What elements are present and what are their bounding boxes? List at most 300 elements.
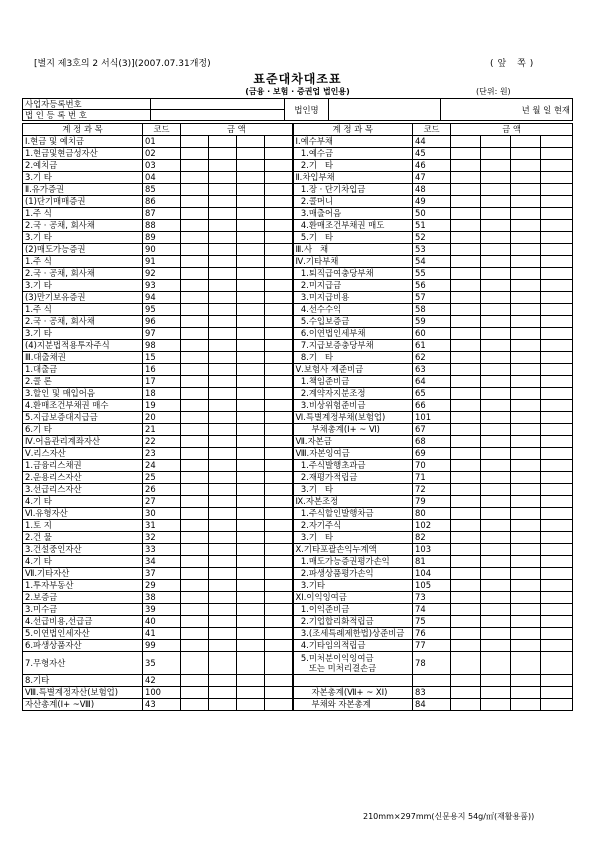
left-amount-field[interactable] xyxy=(209,268,237,280)
right-amount-field[interactable] xyxy=(511,376,541,388)
left-amount-field[interactable] xyxy=(237,424,265,436)
left-amount-field[interactable] xyxy=(181,448,209,460)
left-amount-field[interactable] xyxy=(265,172,293,184)
left-amount-field[interactable] xyxy=(209,136,237,148)
right-amount-field[interactable] xyxy=(481,472,511,484)
right-amount-field[interactable] xyxy=(511,184,541,196)
right-amount-field[interactable] xyxy=(541,328,573,340)
left-amount-field[interactable] xyxy=(237,292,265,304)
left-amount-field[interactable] xyxy=(265,484,293,496)
right-amount-field[interactable] xyxy=(451,328,481,340)
left-amount-field[interactable] xyxy=(237,172,265,184)
right-amount-field[interactable] xyxy=(481,652,511,675)
right-amount-field[interactable] xyxy=(481,580,511,592)
right-amount-field[interactable] xyxy=(451,280,481,292)
left-amount-field[interactable] xyxy=(181,544,209,556)
right-amount-field[interactable] xyxy=(481,592,511,604)
left-amount-field[interactable] xyxy=(181,268,209,280)
left-amount-field[interactable] xyxy=(265,568,293,580)
left-amount-field[interactable] xyxy=(265,160,293,172)
right-amount-field[interactable] xyxy=(541,556,573,568)
left-amount-field[interactable] xyxy=(237,568,265,580)
right-amount-field[interactable] xyxy=(541,640,573,652)
left-amount-field[interactable] xyxy=(209,616,237,628)
right-amount-field[interactable] xyxy=(451,544,481,556)
left-amount-field[interactable] xyxy=(181,136,209,148)
left-amount-field[interactable] xyxy=(209,196,237,208)
left-amount-field[interactable] xyxy=(181,568,209,580)
right-amount-field[interactable] xyxy=(511,604,541,616)
right-amount-field[interactable] xyxy=(511,256,541,268)
right-amount-field[interactable] xyxy=(511,544,541,556)
left-amount-field[interactable] xyxy=(209,340,237,352)
left-amount-field[interactable] xyxy=(181,460,209,472)
left-amount-field[interactable] xyxy=(265,652,293,675)
right-amount-field[interactable] xyxy=(481,544,511,556)
right-amount-field[interactable] xyxy=(451,448,481,460)
left-amount-field[interactable] xyxy=(209,424,237,436)
left-amount-field[interactable] xyxy=(181,388,209,400)
right-amount-field[interactable] xyxy=(541,544,573,556)
left-amount-field[interactable] xyxy=(209,460,237,472)
left-amount-field[interactable] xyxy=(209,520,237,532)
right-amount-field[interactable] xyxy=(481,232,511,244)
left-amount-field[interactable] xyxy=(265,148,293,160)
left-amount-field[interactable] xyxy=(265,592,293,604)
left-amount-field[interactable] xyxy=(237,616,265,628)
right-amount-field[interactable] xyxy=(481,436,511,448)
right-amount-field[interactable] xyxy=(481,220,511,232)
right-amount-field[interactable] xyxy=(511,472,541,484)
right-amount-field[interactable] xyxy=(451,508,481,520)
biz-reg-field[interactable] xyxy=(151,99,285,110)
left-amount-field[interactable] xyxy=(181,436,209,448)
right-amount-field[interactable] xyxy=(541,448,573,460)
right-amount-field[interactable] xyxy=(541,232,573,244)
right-amount-field[interactable] xyxy=(451,256,481,268)
right-amount-field[interactable] xyxy=(541,244,573,256)
right-amount-field[interactable] xyxy=(451,652,481,675)
left-amount-field[interactable] xyxy=(181,472,209,484)
right-amount-field[interactable] xyxy=(451,580,481,592)
left-amount-field[interactable] xyxy=(265,496,293,508)
right-amount-field[interactable] xyxy=(481,352,511,364)
right-amount-field[interactable] xyxy=(451,460,481,472)
right-amount-field[interactable] xyxy=(511,160,541,172)
right-amount-field[interactable] xyxy=(541,424,573,436)
left-amount-field[interactable] xyxy=(209,604,237,616)
left-amount-field[interactable] xyxy=(181,496,209,508)
right-amount-field[interactable] xyxy=(511,436,541,448)
right-amount-field[interactable] xyxy=(541,304,573,316)
right-amount-field[interactable] xyxy=(451,292,481,304)
left-amount-field[interactable] xyxy=(237,364,265,376)
right-amount-field[interactable] xyxy=(511,496,541,508)
left-amount-field[interactable] xyxy=(265,412,293,424)
right-amount-field[interactable] xyxy=(541,532,573,544)
left-amount-field[interactable] xyxy=(265,640,293,652)
left-amount-field[interactable] xyxy=(181,172,209,184)
right-amount-field[interactable] xyxy=(541,436,573,448)
left-amount-field[interactable] xyxy=(181,292,209,304)
left-amount-field[interactable] xyxy=(181,328,209,340)
left-amount-field[interactable] xyxy=(265,232,293,244)
corp-reg-field[interactable] xyxy=(151,110,285,121)
right-amount-field[interactable] xyxy=(541,220,573,232)
left-amount-field[interactable] xyxy=(265,244,293,256)
right-amount-field[interactable] xyxy=(451,436,481,448)
right-amount-field[interactable] xyxy=(481,268,511,280)
right-amount-field[interactable] xyxy=(481,376,511,388)
right-amount-field[interactable] xyxy=(541,580,573,592)
left-amount-field[interactable] xyxy=(265,472,293,484)
right-amount-field[interactable] xyxy=(451,628,481,640)
left-amount-field[interactable] xyxy=(181,220,209,232)
right-amount-field[interactable] xyxy=(481,604,511,616)
left-amount-field[interactable] xyxy=(237,699,265,711)
right-amount-field[interactable] xyxy=(511,424,541,436)
left-amount-field[interactable] xyxy=(265,316,293,328)
right-amount-field[interactable] xyxy=(481,412,511,424)
right-amount-field[interactable] xyxy=(511,388,541,400)
right-amount-field[interactable] xyxy=(541,520,573,532)
right-amount-field[interactable] xyxy=(451,232,481,244)
right-amount-field[interactable] xyxy=(511,280,541,292)
right-amount-field[interactable] xyxy=(481,448,511,460)
left-amount-field[interactable] xyxy=(237,388,265,400)
right-amount-field[interactable] xyxy=(481,316,511,328)
right-amount-field[interactable] xyxy=(451,675,481,687)
right-amount-field[interactable] xyxy=(451,220,481,232)
left-amount-field[interactable] xyxy=(209,484,237,496)
right-amount-field[interactable] xyxy=(541,364,573,376)
left-amount-field[interactable] xyxy=(237,508,265,520)
right-amount-field[interactable] xyxy=(511,328,541,340)
right-amount-field[interactable] xyxy=(511,687,541,699)
left-amount-field[interactable] xyxy=(237,196,265,208)
right-amount-field[interactable] xyxy=(541,628,573,640)
left-amount-field[interactable] xyxy=(237,220,265,232)
right-amount-field[interactable] xyxy=(541,616,573,628)
left-amount-field[interactable] xyxy=(265,687,293,699)
right-amount-field[interactable] xyxy=(451,699,481,711)
right-amount-field[interactable] xyxy=(511,364,541,376)
left-amount-field[interactable] xyxy=(209,244,237,256)
right-amount-field[interactable] xyxy=(511,292,541,304)
right-amount-field[interactable] xyxy=(511,352,541,364)
right-amount-field[interactable] xyxy=(541,160,573,172)
left-amount-field[interactable] xyxy=(209,592,237,604)
right-amount-field[interactable] xyxy=(481,244,511,256)
right-amount-field[interactable] xyxy=(451,136,481,148)
right-amount-field[interactable] xyxy=(541,352,573,364)
left-amount-field[interactable] xyxy=(237,448,265,460)
left-amount-field[interactable] xyxy=(209,412,237,424)
right-amount-field[interactable] xyxy=(451,352,481,364)
right-amount-field[interactable] xyxy=(511,484,541,496)
right-amount-field[interactable] xyxy=(541,460,573,472)
left-amount-field[interactable] xyxy=(209,388,237,400)
right-amount-field[interactable] xyxy=(511,316,541,328)
left-amount-field[interactable] xyxy=(237,136,265,148)
left-amount-field[interactable] xyxy=(265,448,293,460)
right-amount-field[interactable] xyxy=(451,400,481,412)
left-amount-field[interactable] xyxy=(181,520,209,532)
right-amount-field[interactable] xyxy=(511,340,541,352)
left-amount-field[interactable] xyxy=(237,208,265,220)
left-amount-field[interactable] xyxy=(181,580,209,592)
left-amount-field[interactable] xyxy=(237,412,265,424)
right-amount-field[interactable] xyxy=(481,304,511,316)
right-amount-field[interactable] xyxy=(511,640,541,652)
left-amount-field[interactable] xyxy=(181,232,209,244)
left-amount-field[interactable] xyxy=(265,388,293,400)
right-amount-field[interactable] xyxy=(541,388,573,400)
left-amount-field[interactable] xyxy=(265,196,293,208)
right-amount-field[interactable] xyxy=(451,532,481,544)
left-amount-field[interactable] xyxy=(265,376,293,388)
right-amount-field[interactable] xyxy=(511,616,541,628)
left-amount-field[interactable] xyxy=(209,352,237,364)
right-amount-field[interactable] xyxy=(481,460,511,472)
left-amount-field[interactable] xyxy=(209,184,237,196)
left-amount-field[interactable] xyxy=(237,687,265,699)
right-amount-field[interactable] xyxy=(481,388,511,400)
left-amount-field[interactable] xyxy=(237,544,265,556)
right-amount-field[interactable] xyxy=(451,640,481,652)
left-amount-field[interactable] xyxy=(209,496,237,508)
left-amount-field[interactable] xyxy=(237,244,265,256)
right-amount-field[interactable] xyxy=(541,316,573,328)
left-amount-field[interactable] xyxy=(209,544,237,556)
left-amount-field[interactable] xyxy=(237,556,265,568)
left-amount-field[interactable] xyxy=(209,687,237,699)
right-amount-field[interactable] xyxy=(511,652,541,675)
right-amount-field[interactable] xyxy=(511,520,541,532)
left-amount-field[interactable] xyxy=(265,675,293,687)
right-amount-field[interactable] xyxy=(511,460,541,472)
left-amount-field[interactable] xyxy=(209,364,237,376)
right-amount-field[interactable] xyxy=(481,328,511,340)
right-amount-field[interactable] xyxy=(451,568,481,580)
left-amount-field[interactable] xyxy=(209,556,237,568)
left-amount-field[interactable] xyxy=(181,592,209,604)
right-amount-field[interactable] xyxy=(511,400,541,412)
left-amount-field[interactable] xyxy=(237,675,265,687)
left-amount-field[interactable] xyxy=(265,340,293,352)
left-amount-field[interactable] xyxy=(209,376,237,388)
left-amount-field[interactable] xyxy=(265,532,293,544)
right-amount-field[interactable] xyxy=(511,675,541,687)
left-amount-field[interactable] xyxy=(265,400,293,412)
left-amount-field[interactable] xyxy=(209,172,237,184)
left-amount-field[interactable] xyxy=(181,148,209,160)
right-amount-field[interactable] xyxy=(451,424,481,436)
right-amount-field[interactable] xyxy=(481,484,511,496)
left-amount-field[interactable] xyxy=(181,304,209,316)
right-amount-field[interactable] xyxy=(481,508,511,520)
right-amount-field[interactable] xyxy=(481,136,511,148)
left-amount-field[interactable] xyxy=(181,699,209,711)
right-amount-field[interactable] xyxy=(481,208,511,220)
right-amount-field[interactable] xyxy=(541,568,573,580)
left-amount-field[interactable] xyxy=(209,699,237,711)
right-amount-field[interactable] xyxy=(481,364,511,376)
right-amount-field[interactable] xyxy=(541,268,573,280)
right-amount-field[interactable] xyxy=(511,268,541,280)
left-amount-field[interactable] xyxy=(237,148,265,160)
left-amount-field[interactable] xyxy=(237,460,265,472)
right-amount-field[interactable] xyxy=(451,687,481,699)
left-amount-field[interactable] xyxy=(265,699,293,711)
left-amount-field[interactable] xyxy=(237,652,265,675)
left-amount-field[interactable] xyxy=(237,592,265,604)
left-amount-field[interactable] xyxy=(237,580,265,592)
left-amount-field[interactable] xyxy=(265,628,293,640)
right-amount-field[interactable] xyxy=(541,280,573,292)
right-amount-field[interactable] xyxy=(541,508,573,520)
left-amount-field[interactable] xyxy=(209,568,237,580)
right-amount-field[interactable] xyxy=(511,232,541,244)
right-amount-field[interactable] xyxy=(541,699,573,711)
left-amount-field[interactable] xyxy=(209,652,237,675)
left-amount-field[interactable] xyxy=(265,268,293,280)
left-amount-field[interactable] xyxy=(181,184,209,196)
left-amount-field[interactable] xyxy=(237,328,265,340)
right-amount-field[interactable] xyxy=(451,388,481,400)
right-amount-field[interactable] xyxy=(451,196,481,208)
left-amount-field[interactable] xyxy=(265,544,293,556)
right-amount-field[interactable] xyxy=(511,196,541,208)
right-amount-field[interactable] xyxy=(511,580,541,592)
left-amount-field[interactable] xyxy=(181,604,209,616)
right-amount-field[interactable] xyxy=(541,687,573,699)
right-amount-field[interactable] xyxy=(541,675,573,687)
left-amount-field[interactable] xyxy=(181,412,209,424)
left-amount-field[interactable] xyxy=(237,472,265,484)
left-amount-field[interactable] xyxy=(209,208,237,220)
right-amount-field[interactable] xyxy=(451,244,481,256)
right-amount-field[interactable] xyxy=(481,184,511,196)
right-amount-field[interactable] xyxy=(481,148,511,160)
right-amount-field[interactable] xyxy=(541,604,573,616)
right-amount-field[interactable] xyxy=(481,256,511,268)
right-amount-field[interactable] xyxy=(481,675,511,687)
left-amount-field[interactable] xyxy=(237,340,265,352)
right-amount-field[interactable] xyxy=(511,412,541,424)
right-amount-field[interactable] xyxy=(541,208,573,220)
left-amount-field[interactable] xyxy=(237,268,265,280)
right-amount-field[interactable] xyxy=(481,280,511,292)
right-amount-field[interactable] xyxy=(451,616,481,628)
left-amount-field[interactable] xyxy=(209,232,237,244)
left-amount-field[interactable] xyxy=(181,280,209,292)
right-amount-field[interactable] xyxy=(541,592,573,604)
left-amount-field[interactable] xyxy=(237,376,265,388)
right-amount-field[interactable] xyxy=(451,184,481,196)
right-amount-field[interactable] xyxy=(511,244,541,256)
right-amount-field[interactable] xyxy=(541,196,573,208)
right-amount-field[interactable] xyxy=(481,400,511,412)
left-amount-field[interactable] xyxy=(209,580,237,592)
right-amount-field[interactable] xyxy=(481,640,511,652)
left-amount-field[interactable] xyxy=(265,508,293,520)
right-amount-field[interactable] xyxy=(451,376,481,388)
right-amount-field[interactable] xyxy=(481,699,511,711)
left-amount-field[interactable] xyxy=(237,304,265,316)
right-amount-field[interactable] xyxy=(541,148,573,160)
left-amount-field[interactable] xyxy=(181,628,209,640)
right-amount-field[interactable] xyxy=(511,148,541,160)
right-amount-field[interactable] xyxy=(511,568,541,580)
right-amount-field[interactable] xyxy=(511,699,541,711)
left-amount-field[interactable] xyxy=(209,304,237,316)
left-amount-field[interactable] xyxy=(181,616,209,628)
left-amount-field[interactable] xyxy=(181,160,209,172)
left-amount-field[interactable] xyxy=(181,556,209,568)
left-amount-field[interactable] xyxy=(265,352,293,364)
right-amount-field[interactable] xyxy=(511,508,541,520)
right-amount-field[interactable] xyxy=(481,520,511,532)
left-amount-field[interactable] xyxy=(265,580,293,592)
left-amount-field[interactable] xyxy=(181,532,209,544)
right-amount-field[interactable] xyxy=(541,400,573,412)
left-amount-field[interactable] xyxy=(181,340,209,352)
right-amount-field[interactable] xyxy=(511,556,541,568)
left-amount-field[interactable] xyxy=(181,675,209,687)
left-amount-field[interactable] xyxy=(237,256,265,268)
right-amount-field[interactable] xyxy=(481,568,511,580)
left-amount-field[interactable] xyxy=(237,604,265,616)
left-amount-field[interactable] xyxy=(209,628,237,640)
right-amount-field[interactable] xyxy=(511,172,541,184)
left-amount-field[interactable] xyxy=(265,220,293,232)
right-amount-field[interactable] xyxy=(541,256,573,268)
left-amount-field[interactable] xyxy=(181,256,209,268)
left-amount-field[interactable] xyxy=(209,640,237,652)
left-amount-field[interactable] xyxy=(265,304,293,316)
right-amount-field[interactable] xyxy=(481,424,511,436)
left-amount-field[interactable] xyxy=(181,352,209,364)
right-amount-field[interactable] xyxy=(481,292,511,304)
left-amount-field[interactable] xyxy=(181,208,209,220)
left-amount-field[interactable] xyxy=(181,687,209,699)
right-amount-field[interactable] xyxy=(451,604,481,616)
right-amount-field[interactable] xyxy=(511,448,541,460)
right-amount-field[interactable] xyxy=(541,484,573,496)
right-amount-field[interactable] xyxy=(451,304,481,316)
right-amount-field[interactable] xyxy=(451,472,481,484)
right-amount-field[interactable] xyxy=(451,484,481,496)
left-amount-field[interactable] xyxy=(265,328,293,340)
right-amount-field[interactable] xyxy=(481,340,511,352)
right-amount-field[interactable] xyxy=(451,268,481,280)
left-amount-field[interactable] xyxy=(265,364,293,376)
right-amount-field[interactable] xyxy=(481,172,511,184)
left-amount-field[interactable] xyxy=(237,232,265,244)
right-amount-field[interactable] xyxy=(451,520,481,532)
left-amount-field[interactable] xyxy=(237,436,265,448)
left-amount-field[interactable] xyxy=(265,280,293,292)
left-amount-field[interactable] xyxy=(237,352,265,364)
right-amount-field[interactable] xyxy=(451,340,481,352)
right-amount-field[interactable] xyxy=(451,316,481,328)
left-amount-field[interactable] xyxy=(265,292,293,304)
right-amount-field[interactable] xyxy=(451,364,481,376)
left-amount-field[interactable] xyxy=(209,220,237,232)
right-amount-field[interactable] xyxy=(541,292,573,304)
left-amount-field[interactable] xyxy=(209,328,237,340)
